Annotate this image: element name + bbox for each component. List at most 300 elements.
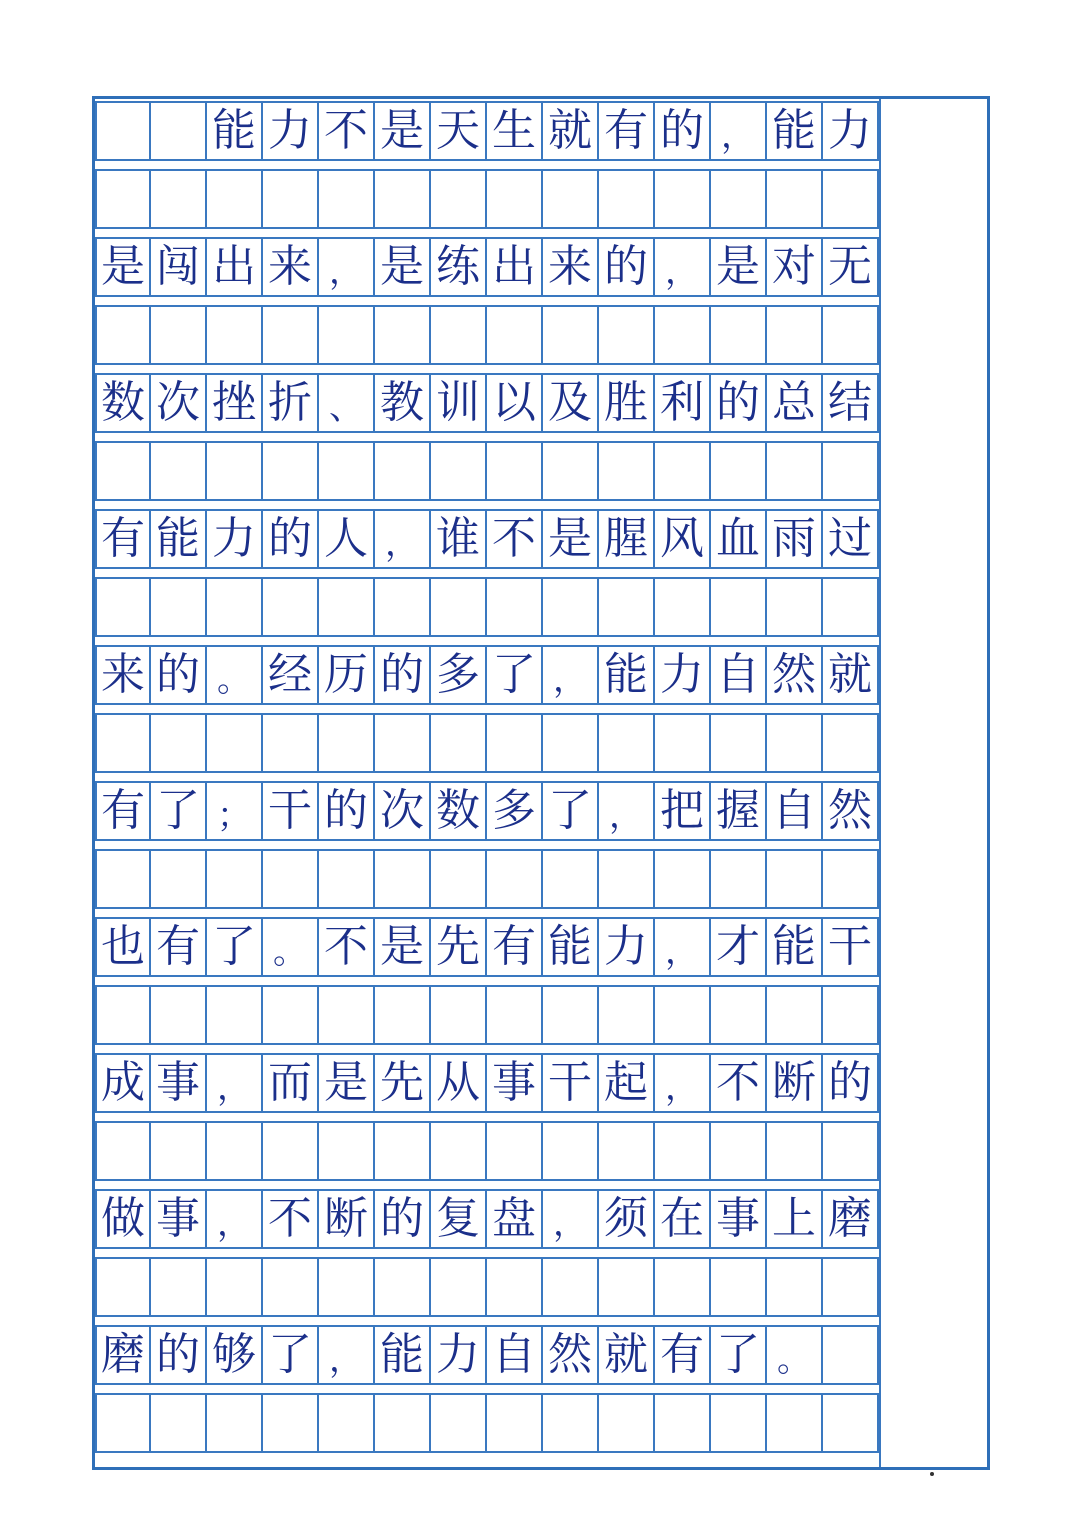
blank-cell (151, 443, 207, 499)
char-cell: 是 (543, 511, 599, 567)
char-cell: 闯 (151, 239, 207, 295)
char-cell: 不 (487, 511, 543, 567)
char-cell (823, 1327, 879, 1383)
char-cell: 练 (431, 239, 487, 295)
ink-dot (930, 1472, 934, 1476)
blank-cell (823, 715, 879, 771)
blank-cell (487, 579, 543, 635)
char-cell: ， (599, 783, 655, 839)
char-cell: 把 (655, 783, 711, 839)
char-cell: 的 (823, 1055, 879, 1111)
blank-cell (375, 443, 431, 499)
blank-cell (599, 987, 655, 1043)
blank-cell (263, 715, 319, 771)
char-cell: 有 (655, 1327, 711, 1383)
blank-cell (487, 171, 543, 227)
text-row (95, 781, 879, 841)
char-cell: 了 (487, 647, 543, 703)
blank-cell (207, 715, 263, 771)
blank-cell (263, 443, 319, 499)
char-cell: 就 (543, 103, 599, 159)
blank-row (95, 577, 879, 637)
blank-cell (487, 715, 543, 771)
char-cell: 了 (711, 1327, 767, 1383)
blank-cell (207, 987, 263, 1043)
blank-cell (263, 1123, 319, 1179)
blank-cell (375, 1259, 431, 1315)
blank-cell (543, 1395, 599, 1451)
blank-cell (263, 987, 319, 1043)
char-cell: ， (207, 1191, 263, 1247)
char-cell: 腥 (599, 511, 655, 567)
char-cell: 而 (263, 1055, 319, 1111)
blank-cell (375, 715, 431, 771)
blank-cell (711, 715, 767, 771)
char-cell: 断 (767, 1055, 823, 1111)
blank-cell (263, 171, 319, 227)
text-row (95, 1053, 879, 1113)
char-cell: 谁 (431, 511, 487, 567)
blank-cell (151, 715, 207, 771)
char-cell: 干 (263, 783, 319, 839)
blank-cell (151, 851, 207, 907)
blank-cell (207, 851, 263, 907)
char-cell: 经 (263, 647, 319, 703)
blank-cell (767, 987, 823, 1043)
char-cell: 自 (487, 1327, 543, 1383)
blank-cell (207, 1259, 263, 1315)
text-row (95, 237, 879, 297)
char-cell: 能 (599, 647, 655, 703)
blank-cell (599, 307, 655, 363)
blank-cell (319, 171, 375, 227)
blank-cell (319, 579, 375, 635)
char-cell: 断 (319, 1191, 375, 1247)
text-row (95, 1325, 879, 1385)
blank-cell (151, 307, 207, 363)
blank-cell (207, 1395, 263, 1451)
blank-cell (823, 987, 879, 1043)
blank-cell (207, 443, 263, 499)
char-cell: 就 (823, 647, 879, 703)
blank-cell (431, 1123, 487, 1179)
char-cell: 起 (599, 1055, 655, 1111)
blank-cell (711, 851, 767, 907)
blank-cell (487, 443, 543, 499)
char-cell: 从 (431, 1055, 487, 1111)
char-cell: 。 (767, 1327, 823, 1383)
char-cell: 及 (543, 375, 599, 431)
char-cell: 的 (263, 511, 319, 567)
char-cell: ， (711, 103, 767, 159)
blank-cell (767, 307, 823, 363)
blank-cell (151, 1395, 207, 1451)
char-cell: 是 (319, 1055, 375, 1111)
char-cell: ， (375, 511, 431, 567)
char-cell: 雨 (767, 511, 823, 567)
blank-row (95, 849, 879, 909)
blank-cell (375, 1395, 431, 1451)
blank-cell (375, 987, 431, 1043)
char-cell: 然 (543, 1327, 599, 1383)
char-cell: 挫 (207, 375, 263, 431)
char-cell: ， (655, 239, 711, 295)
blank-cell (487, 1395, 543, 1451)
blank-cell (319, 1395, 375, 1451)
blank-row (95, 713, 879, 773)
char-cell: 磨 (95, 1327, 151, 1383)
blank-cell (319, 851, 375, 907)
char-cell: 人 (319, 511, 375, 567)
char-cell: 折 (263, 375, 319, 431)
char-cell: 多 (487, 783, 543, 839)
char-cell: 过 (823, 511, 879, 567)
char-cell: 历 (319, 647, 375, 703)
blank-cell (767, 1123, 823, 1179)
char-cell: 的 (655, 103, 711, 159)
char-cell: 教 (375, 375, 431, 431)
blank-cell (319, 443, 375, 499)
blank-cell (207, 307, 263, 363)
blank-cell (655, 715, 711, 771)
blank-cell (543, 307, 599, 363)
blank-cell (711, 987, 767, 1043)
blank-cell (95, 307, 151, 363)
blank-cell (655, 443, 711, 499)
char-cell: 出 (487, 239, 543, 295)
char-cell: 做 (95, 1191, 151, 1247)
char-cell: 事 (711, 1191, 767, 1247)
blank-cell (543, 715, 599, 771)
char-cell: 来 (263, 239, 319, 295)
blank-cell (599, 1259, 655, 1315)
char-cell: 天 (431, 103, 487, 159)
char-cell: 无 (823, 239, 879, 295)
blank-cell (711, 1259, 767, 1315)
char-cell: 能 (375, 1327, 431, 1383)
char-cell: 能 (543, 919, 599, 975)
blank-cell (375, 1123, 431, 1179)
char-cell: 利 (655, 375, 711, 431)
char-cell: 干 (543, 1055, 599, 1111)
char-cell: 事 (151, 1055, 207, 1111)
blank-cell (767, 171, 823, 227)
blank-cell (767, 1395, 823, 1451)
blank-cell (95, 1259, 151, 1315)
char-cell: 事 (151, 1191, 207, 1247)
blank-cell (95, 1123, 151, 1179)
blank-cell (375, 851, 431, 907)
blank-cell (599, 579, 655, 635)
blank-cell (207, 1123, 263, 1179)
blank-cell (487, 987, 543, 1043)
char-cell: ， (319, 239, 375, 295)
blank-row (95, 1121, 879, 1181)
char-cell: ， (543, 647, 599, 703)
char-cell: 事 (487, 1055, 543, 1111)
char-cell: 数 (431, 783, 487, 839)
blank-cell (711, 443, 767, 499)
char-cell: 以 (487, 375, 543, 431)
char-cell: 上 (767, 1191, 823, 1247)
blank-cell (599, 1395, 655, 1451)
blank-cell (711, 1123, 767, 1179)
blank-cell (823, 1395, 879, 1451)
char-cell: 能 (767, 103, 823, 159)
blank-cell (599, 715, 655, 771)
char-cell: 。 (263, 919, 319, 975)
char-cell: 胜 (599, 375, 655, 431)
blank-cell (431, 307, 487, 363)
blank-cell (319, 1123, 375, 1179)
char-cell: 是 (375, 103, 431, 159)
char-cell: 在 (655, 1191, 711, 1247)
char-cell: 总 (767, 375, 823, 431)
grid-paper-sheet (92, 96, 990, 1470)
blank-cell (431, 171, 487, 227)
blank-cell (207, 171, 263, 227)
blank-cell (319, 987, 375, 1043)
blank-cell (319, 307, 375, 363)
char-cell: 数 (95, 375, 151, 431)
char-cell: 先 (431, 919, 487, 975)
text-row (95, 509, 879, 569)
blank-cell (207, 579, 263, 635)
char-cell: 磨 (823, 1191, 879, 1247)
char-cell: 多 (431, 647, 487, 703)
char-cell: 了 (207, 919, 263, 975)
blank-cell (151, 1259, 207, 1315)
blank-cell (823, 1123, 879, 1179)
char-cell: 的 (375, 1191, 431, 1247)
blank-cell (655, 1259, 711, 1315)
char-cell: 了 (543, 783, 599, 839)
blank-cell (543, 1123, 599, 1179)
char-cell: 复 (431, 1191, 487, 1247)
blank-cell (599, 171, 655, 227)
blank-row (95, 441, 879, 501)
blank-row (95, 985, 879, 1045)
blank-cell (263, 1395, 319, 1451)
blank-cell (375, 579, 431, 635)
char-cell: 自 (767, 783, 823, 839)
margin-line (879, 99, 881, 1467)
char-cell: 不 (263, 1191, 319, 1247)
blank-cell (95, 715, 151, 771)
char-cell: 的 (319, 783, 375, 839)
char-cell: 然 (823, 783, 879, 839)
blank-cell (543, 579, 599, 635)
blank-cell (95, 987, 151, 1043)
char-cell: 是 (95, 239, 151, 295)
char-cell: 的 (151, 1327, 207, 1383)
blank-cell (543, 1259, 599, 1315)
blank-row (95, 1257, 879, 1317)
blank-cell (823, 307, 879, 363)
blank-cell (431, 1259, 487, 1315)
blank-cell (599, 443, 655, 499)
blank-row (95, 169, 879, 229)
char-cell: 才 (711, 919, 767, 975)
blank-cell (431, 715, 487, 771)
blank-cell (655, 851, 711, 907)
char-cell: 了 (263, 1327, 319, 1383)
writing-grid (95, 99, 879, 1467)
text-row (95, 101, 879, 161)
blank-cell (95, 1395, 151, 1451)
char-cell: 够 (207, 1327, 263, 1383)
blank-cell (655, 1395, 711, 1451)
char-cell: 须 (599, 1191, 655, 1247)
char-cell: 能 (151, 511, 207, 567)
char-cell: 次 (375, 783, 431, 839)
char-cell: 然 (767, 647, 823, 703)
blank-row (95, 1393, 879, 1453)
blank-cell (823, 443, 879, 499)
char-cell: ， (207, 1055, 263, 1111)
text-row (95, 1189, 879, 1249)
blank-cell (823, 171, 879, 227)
char-cell: 是 (711, 239, 767, 295)
blank-cell (431, 443, 487, 499)
char-cell: 就 (599, 1327, 655, 1383)
text-row (95, 917, 879, 977)
char-cell: 盘 (487, 1191, 543, 1247)
char-cell: 干 (823, 919, 879, 975)
blank-cell (711, 579, 767, 635)
blank-cell (767, 851, 823, 907)
char-cell: 了 (151, 783, 207, 839)
blank-cell (767, 1259, 823, 1315)
char-cell: 结 (823, 375, 879, 431)
blank-cell (655, 579, 711, 635)
blank-cell (543, 171, 599, 227)
blank-cell (711, 307, 767, 363)
char-cell: 风 (655, 511, 711, 567)
char-cell: 训 (431, 375, 487, 431)
char-cell: 有 (599, 103, 655, 159)
blank-cell (487, 1123, 543, 1179)
blank-cell (263, 579, 319, 635)
char-cell: 是 (375, 239, 431, 295)
char-cell: 力 (431, 1327, 487, 1383)
char-cell: ； (207, 783, 263, 839)
blank-cell (487, 851, 543, 907)
blank-cell (431, 851, 487, 907)
char-cell: 力 (263, 103, 319, 159)
blank-cell (823, 579, 879, 635)
char-cell: 能 (207, 103, 263, 159)
char-cell: 不 (711, 1055, 767, 1111)
blank-row (95, 305, 879, 365)
char-cell: 来 (543, 239, 599, 295)
blank-cell (95, 851, 151, 907)
char-cell: 有 (95, 511, 151, 567)
blank-cell (431, 987, 487, 1043)
blank-cell (767, 579, 823, 635)
blank-cell (431, 1395, 487, 1451)
blank-cell (711, 1395, 767, 1451)
char-cell (151, 103, 207, 159)
blank-cell (487, 307, 543, 363)
char-cell: 生 (487, 103, 543, 159)
char-cell: 握 (711, 783, 767, 839)
char-cell: 不 (319, 919, 375, 975)
char-cell: 力 (599, 919, 655, 975)
text-row (95, 645, 879, 705)
blank-cell (655, 1123, 711, 1179)
char-cell: 、 (319, 375, 375, 431)
blank-cell (431, 579, 487, 635)
blank-cell (95, 171, 151, 227)
char-cell: 对 (767, 239, 823, 295)
char-cell: 自 (711, 647, 767, 703)
blank-cell (263, 307, 319, 363)
blank-cell (543, 443, 599, 499)
text-row (95, 373, 879, 433)
blank-cell (599, 1123, 655, 1179)
char-cell: 也 (95, 919, 151, 975)
blank-cell (95, 443, 151, 499)
char-cell: 血 (711, 511, 767, 567)
blank-cell (767, 715, 823, 771)
blank-cell (599, 851, 655, 907)
char-cell: 有 (151, 919, 207, 975)
char-cell: 的 (375, 647, 431, 703)
blank-cell (151, 579, 207, 635)
char-cell: 成 (95, 1055, 151, 1111)
char-cell: 来 (95, 647, 151, 703)
blank-cell (655, 307, 711, 363)
blank-cell (655, 987, 711, 1043)
char-cell: 的 (599, 239, 655, 295)
blank-cell (263, 851, 319, 907)
blank-cell (543, 987, 599, 1043)
char-cell: 先 (375, 1055, 431, 1111)
char-cell (95, 103, 151, 159)
char-cell: 有 (487, 919, 543, 975)
blank-cell (655, 171, 711, 227)
char-cell: ， (655, 919, 711, 975)
char-cell: 的 (151, 647, 207, 703)
blank-cell (263, 1259, 319, 1315)
blank-cell (823, 851, 879, 907)
blank-cell (151, 1123, 207, 1179)
char-cell: ， (319, 1327, 375, 1383)
blank-cell (375, 307, 431, 363)
blank-cell (487, 1259, 543, 1315)
char-cell: 。 (207, 647, 263, 703)
char-cell: 次 (151, 375, 207, 431)
char-cell: 的 (711, 375, 767, 431)
char-cell: ， (543, 1191, 599, 1247)
char-cell: 能 (767, 919, 823, 975)
char-cell: 是 (375, 919, 431, 975)
blank-cell (823, 1259, 879, 1315)
blank-cell (767, 443, 823, 499)
char-cell: 有 (95, 783, 151, 839)
blank-cell (543, 851, 599, 907)
blank-cell (319, 1259, 375, 1315)
blank-cell (151, 171, 207, 227)
char-cell: 出 (207, 239, 263, 295)
blank-cell (151, 987, 207, 1043)
char-cell: 不 (319, 103, 375, 159)
blank-cell (711, 171, 767, 227)
char-cell: 力 (655, 647, 711, 703)
blank-cell (375, 171, 431, 227)
blank-cell (95, 579, 151, 635)
